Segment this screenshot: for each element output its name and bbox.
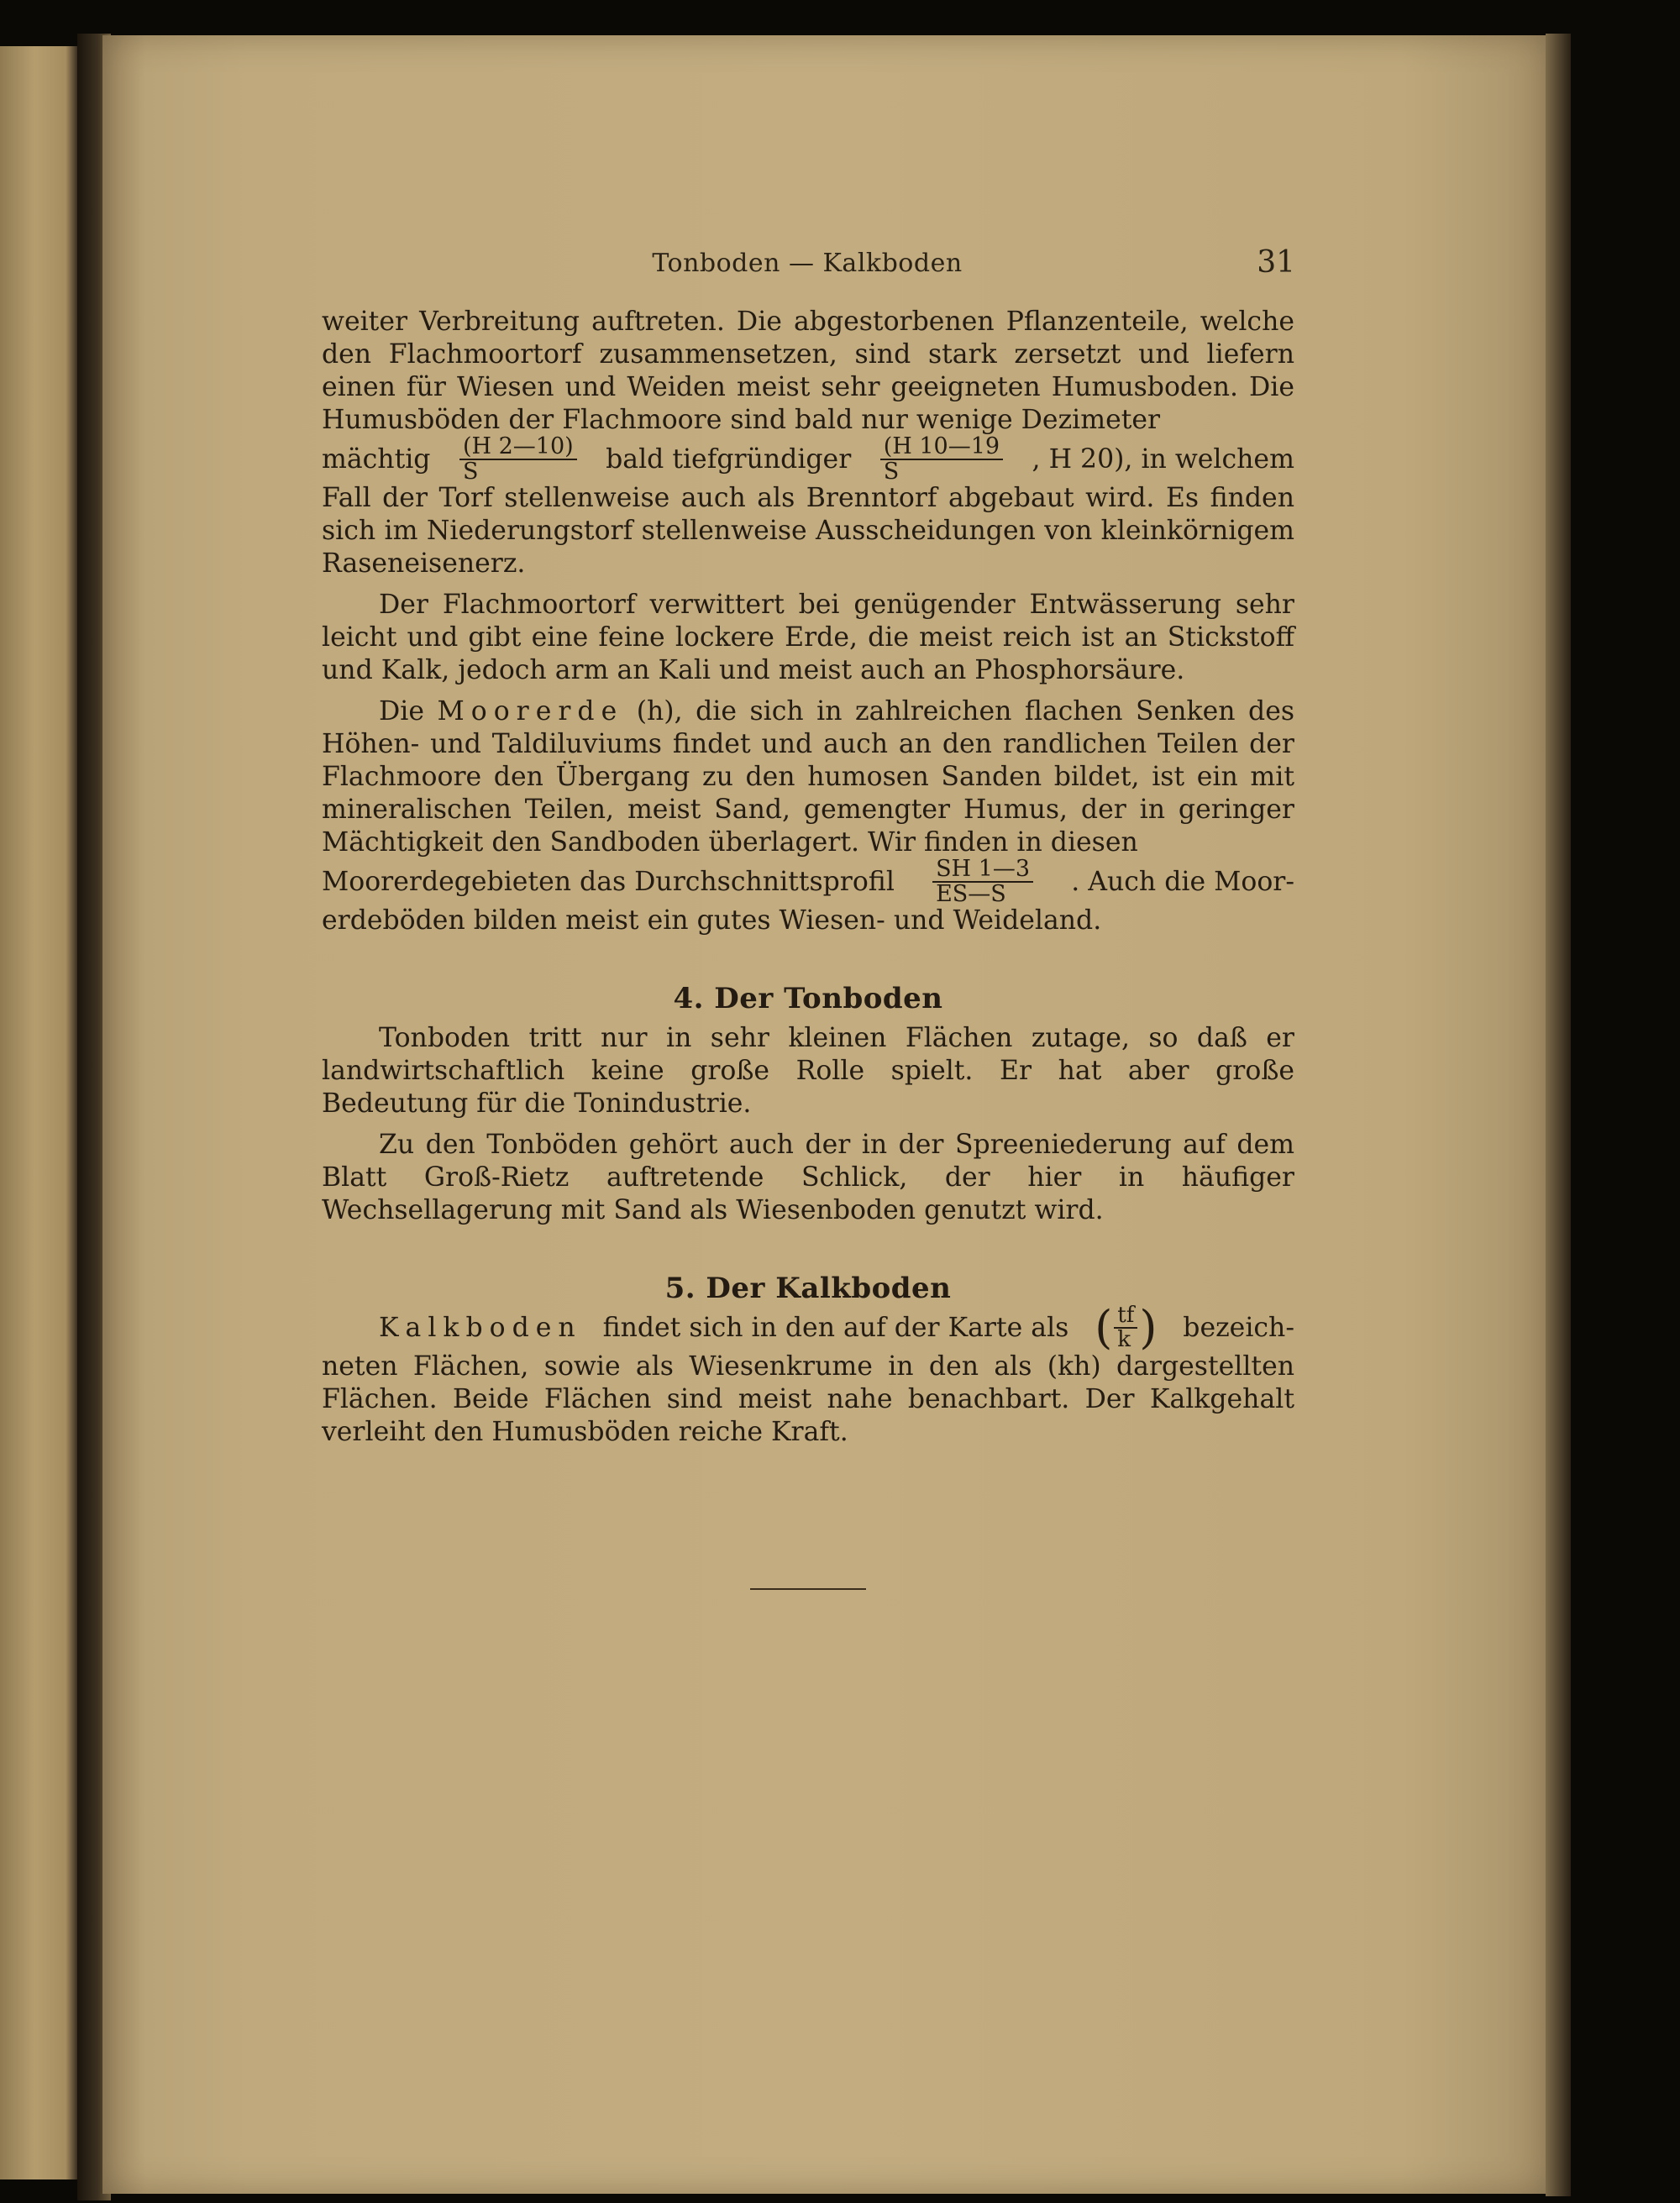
phrase-h20-welchem: , H 20), in welchem <box>1032 444 1294 475</box>
paragraph-text: erdeböden bilden meist ein gutes Wiesen- und Weideland. <box>322 905 1102 936</box>
page-number: 31 <box>1257 245 1295 280</box>
paragraph-flachmoortorf: Der Flachmoortorf verwittert bei genügender Entwässerung sehr leicht und gibt eine feine lockere Erde, die meist reich ist an Stickstoff und Kalk, jedoch arm an Kali und meist auch an Phosphorsäure. <box>322 590 1294 685</box>
fraction-tf-k-inner <box>1114 1304 1137 1351</box>
fraction-numerator: (H 2—10) <box>462 433 574 459</box>
phrase-findet-sich: findet sich in den auf der Karte als <box>602 1313 1069 1343</box>
paragraph-text: (h), die sich in zahlreichen flachen Senken des Höhen- und Taldiluviums findet und auch an den randlichen Teilen der Flachmoore den Übergang zu den humosen Sanden bildet, ist ein mit mineralischen Teilen, meist Sand, gemengter Humus, der in geringer Mächtigkeit den Sandboden überlagert. Wir finden in diesen <box>322 696 1294 858</box>
term-moorerde: Moorerde <box>437 696 624 726</box>
formula-line <box>322 433 1294 485</box>
fraction-denominator: S <box>459 459 577 484</box>
fraction-numerator: (H 10—19 <box>883 433 1000 459</box>
section-heading-kalkboden: 5. Der Kalkboden <box>664 1272 952 1305</box>
fraction-h2-10 <box>459 435 577 484</box>
page-body <box>322 306 1294 1449</box>
end-rule <box>750 1588 866 1590</box>
formula-line <box>322 856 1294 907</box>
paragraph-text: Fall der Torf stellenweise auch als Brenntorf abgebaut wird. Es finden sich im Niederungstorf stellenweise Ausscheidungen von kleinkörnigem Raseneisenerz. <box>322 483 1294 579</box>
word-bezeich: bezeich- <box>1183 1313 1294 1343</box>
right-paren-icon: ) <box>1139 1301 1158 1354</box>
page-header <box>319 245 1295 282</box>
paragraph-text: neten Flächen, sowie als Wiesenkrume in den als (kh) dargestellten Flächen. Beide Flächen sind meist nahe benachbart. Der Kalkgehalt verleiht den Humusböden reiche Kraft. <box>322 1351 1294 1447</box>
fraction-numerator: SH 1—3 <box>936 856 1031 882</box>
paragraph-kalkboden <box>322 1301 1294 1449</box>
word-maechtig: mächtig <box>322 444 431 475</box>
fraction-h10-19 <box>880 435 1003 484</box>
left-paren-icon: ( <box>1095 1301 1113 1354</box>
fraction-denominator: ES—S <box>932 881 1033 906</box>
fraction-denominator: k <box>1114 1327 1137 1351</box>
word-die: Die <box>379 696 424 726</box>
phrase-bald-tiefgruendiger: bald tiefgründiger <box>606 444 852 475</box>
paragraph-tonboden: Tonboden tritt nur in sehr kleinen Flächen zutage, so daß er landwirtschaftlich keine große Rolle spielt. Er hat aber große Bedeutung für die Tonindustrie. <box>322 1023 1294 1119</box>
fraction-numerator: tf <box>1117 1303 1135 1328</box>
facing-page-edge <box>0 46 77 2179</box>
page-edge-right <box>1546 34 1571 2196</box>
paragraph-moorerde <box>322 695 1294 937</box>
fraction-denominator: S <box>880 459 1003 484</box>
phrase-durchschnittsprofil: Moorerdegebieten das Durchschnittsprofil <box>322 867 895 897</box>
running-title: Tonboden — Kalkboden <box>652 249 963 278</box>
phrase-auch-die-moor: . Auch die Moor- <box>1071 867 1294 897</box>
paragraph-text: weiter Verbreitung auftreten. Die abgestorbenen Pflanzenteile, welche den Flachmoortorf zusammensetzen, sind stark zersetzt und liefern einen für Wiesen und Weiden meist sehr geeigneten Humusboden. Die Humusböden der Flachmoore sind bald nur wenige Dezimeter <box>322 307 1294 435</box>
section-heading-tonboden: 4. Der Tonboden <box>673 982 943 1015</box>
fraction-sh1-3 <box>932 858 1033 906</box>
term-kalkboden: Kalkboden <box>379 1313 582 1343</box>
paragraph-tonboeden: Zu den Tonböden gehört auch der in der Spreeniederung auf dem Blatt Groß-Rietz auftretende Schlick, der hier in häufiger Wechsellagerung mit Sand als Wiesenboden genutzt wird. <box>322 1130 1294 1225</box>
formula-line <box>322 1301 1294 1354</box>
fraction-tf-k <box>1095 1301 1158 1354</box>
paragraph-flachmoor <box>322 306 1294 580</box>
